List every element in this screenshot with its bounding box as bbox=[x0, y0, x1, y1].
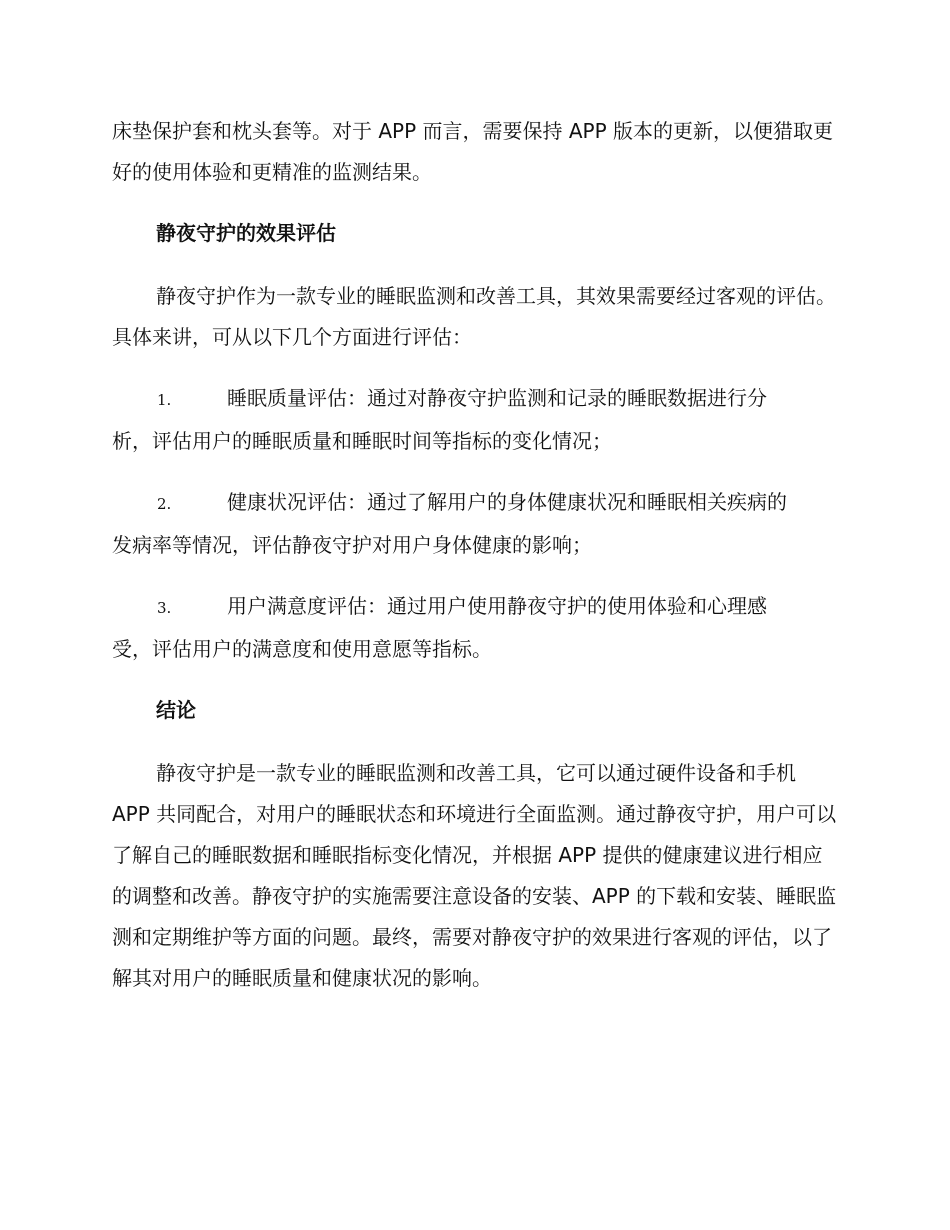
continued-paragraph: 床垫保护套和枕头套等。对于 APP 而言，需要保持 APP 版本的更新，以便猎取更好的使用体验和更精准的监测结果。 bbox=[112, 119, 834, 184]
evaluation-intro-paragraph: 静夜守护作为一款专业的睡眠监测和改善工具，其效果需要经过客观的评估。具体来讲，可从以下几个方面进行评估： bbox=[112, 284, 836, 349]
section-heading-evaluation: 静夜守护的效果评估 bbox=[156, 221, 336, 245]
conclusion-paragraph: 静夜守护是一款专业的睡眠监测和改善工具，它可以通过硬件设备和手机 APP 共同配合，对用户的睡眠状态和环境进行全面监测。通过静夜守护，用户可以了解自己的睡眠数据和睡眠指标变化情况，并根据 APP 提供的健康建议进行相应的调整和改善。静夜守护的实施需要注意设备的安装、APP 的下载和安装、睡眠监测和定期维护等方面的问题。最终，需要对静夜守护的效果进行客观的评估，以了解其对用户的睡眠质量和健康状况的影响。 bbox=[112, 761, 837, 990]
list-number: 3. bbox=[157, 599, 172, 617]
document-body bbox=[112, 111, 838, 1019]
list-item-rest: 发病率等情况，评估静夜守护对用户身体健康的影响； bbox=[112, 533, 592, 557]
list-item-rest: 析，评估用户的睡眠质量和睡眠时间等指标的变化情况； bbox=[112, 429, 612, 453]
list-number: 2. bbox=[157, 495, 172, 513]
list-item bbox=[112, 482, 838, 566]
list-item-first-line: 睡眠质量评估：通过对静夜守护监测和记录的睡眠数据进行分 bbox=[227, 386, 767, 410]
list-item bbox=[112, 586, 838, 670]
list-number: 1. bbox=[157, 391, 172, 409]
list-item bbox=[112, 378, 838, 462]
list-item-first-line: 健康状况评估：通过了解用户的身体健康状况和睡眠相关疾病的 bbox=[227, 490, 787, 514]
section-heading-conclusion: 结论 bbox=[156, 698, 196, 722]
list-item-rest: 受，评估用户的满意度和使用意愿等指标。 bbox=[112, 637, 492, 661]
list-item-first-line: 用户满意度评估：通过用户使用静夜守护的使用体验和心理感 bbox=[227, 594, 767, 618]
